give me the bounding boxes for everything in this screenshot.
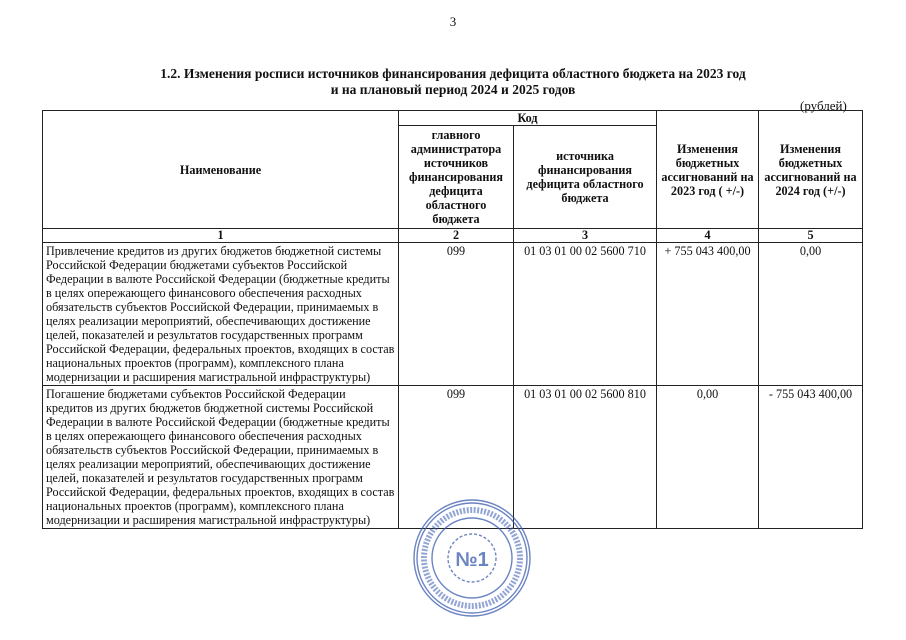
header-change-2023: Изменения бюджетных ассигнований на 2023 год ( +/-) <box>657 111 759 229</box>
page-number: 3 <box>449 14 457 29</box>
unit-label: (рублей) <box>800 98 847 113</box>
table-row <box>43 243 863 386</box>
column-number: 4 <box>657 229 759 243</box>
official-seal-stamp <box>410 496 534 620</box>
row-change-2023: 0,00 <box>657 386 759 529</box>
header-name: Наименование <box>43 111 399 229</box>
section-title-line-2: и на плановый период 2024 и 2025 годов <box>330 82 576 97</box>
row-change-2024: 0,00 <box>759 243 863 386</box>
row-admin-code: 099 <box>399 243 514 386</box>
header-code: Код <box>399 111 657 126</box>
row-change-2023: + 755 043 400,00 <box>657 243 759 386</box>
row-name: Привлечение кредитов из других бюджетов бюджетной системы Российской Федерации бюджетами субъектов Российской Федерации в валюте Российской Федерации (бюджетные кредиты в целях опережающего финансового обеспечения расходных обязательств субъектов Российской Федерации, принимаемых в целях реализации мероприятий, обеспечивающих достижение целей, показателей и результатов государственных программ Российской Федерации, федеральных проектов, входящих в состав национальных проектов (программ), комплексного плана модернизации и расширения магистральной инфраструктуры) <box>43 243 399 386</box>
column-number: 3 <box>514 229 657 243</box>
financing-sources-table <box>42 110 863 529</box>
header-row <box>43 111 863 126</box>
row-admin-code: 099 <box>399 386 514 529</box>
row-source-code: 01 03 01 00 02 5600 810 <box>514 386 657 529</box>
column-number: 1 <box>43 229 399 243</box>
column-number: 5 <box>759 229 863 243</box>
section-title <box>0 66 906 98</box>
row-source-code: 01 03 01 00 02 5600 710 <box>514 243 657 386</box>
column-number: 2 <box>399 229 514 243</box>
section-title-line-1: 1.2. Изменения росписи источников финансирования дефицита областного бюджета на 2023 год <box>160 66 746 81</box>
header-code-source: источника финансирования дефицита областного бюджета <box>514 126 657 229</box>
header-code-admin: главного администратора источников финансирования дефицита областного бюджета <box>399 126 514 229</box>
row-change-2024: - 755 043 400,00 <box>759 386 863 529</box>
seal-number: №1 <box>455 549 489 571</box>
column-numbers-row <box>43 229 863 243</box>
header-change-2024: Изменения бюджетных ассигнований на 2024 год (+/-) <box>759 111 863 229</box>
row-name: Погашение бюджетами субъектов Российской Федерации кредитов из других бюджетов бюджетной системы Российской Федерации в валюте Российской Федерации (бюджетные кредиты в целях опережающего финансового обеспечения расходных обязательств субъектов Российской Федерации, принимаемых в целях реализации мероприятий, обеспечивающих достижение целей, показателей и результатов государственных программ Российской Федерации, федеральных проектов, входящих в состав национальных проектов (программ), комплексного плана модернизации и расширения магистральной инфраструктуры) <box>43 386 399 529</box>
